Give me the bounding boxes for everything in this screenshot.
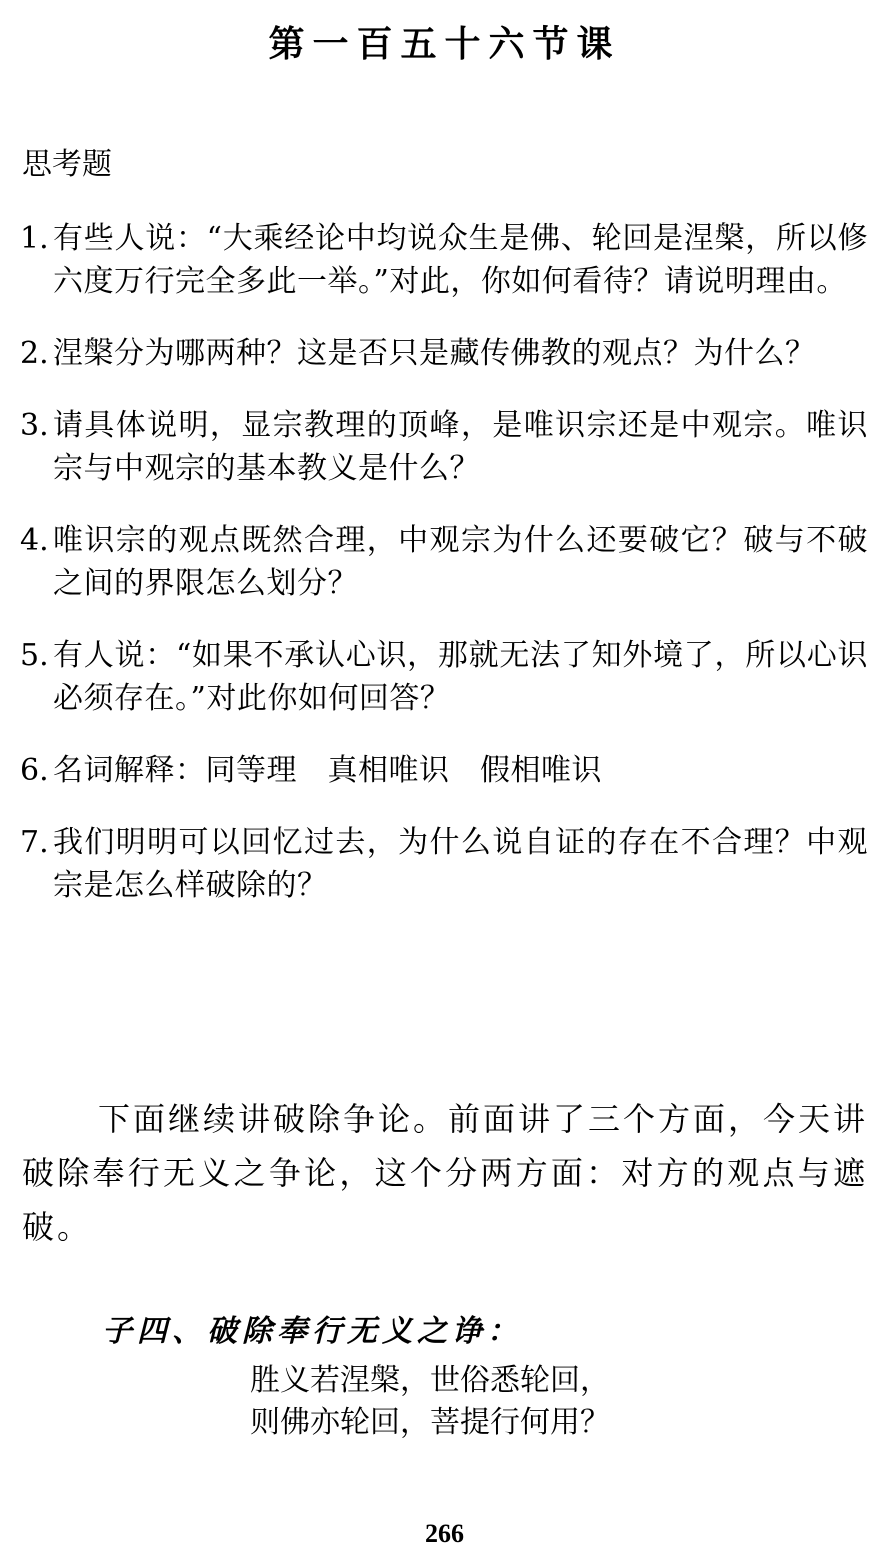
verse-line: 胜义若涅槃，世俗悉轮回，	[250, 1363, 610, 1398]
lesson-title: 第一百五十六节课	[268, 24, 621, 65]
question-text: 我们明明可以回忆过去，为什么说自证的存在不合理？中观宗是怎么样破除的？	[53, 825, 868, 903]
question-text: 唯识宗的观点既然合理，中观宗为什么还要破它？破与不破之间的界限怎么划分？	[53, 523, 868, 601]
question-list	[20, 217, 868, 936]
question-number: 1.	[20, 221, 49, 256]
question-number: 3.	[20, 408, 49, 443]
section-heading: 子四、破除奉行无义之诤：	[102, 1314, 522, 1349]
question-number: 7.	[20, 825, 49, 860]
question-item	[20, 404, 868, 490]
verse-line: 则佛亦轮回，菩提行何用？	[250, 1405, 610, 1440]
question-item	[20, 634, 868, 720]
question-item	[20, 519, 868, 605]
verse-block	[250, 1360, 610, 1444]
question-item	[20, 821, 868, 907]
lecture-paragraph: 下面继续讲破除争论。前面讲了三个方面，今天讲破除奉行无义之争论，这个分两方面：对方的观点与遮破。	[22, 1100, 869, 1246]
question-number: 4.	[20, 523, 49, 558]
questions-heading: 思考题	[22, 147, 112, 182]
question-text: 名词解释：同等理 真相唯识 假相唯识	[53, 753, 602, 788]
page-number: 266	[425, 1519, 464, 1548]
question-text: 涅槃分为哪两种？这是否只是藏传佛教的观点？为什么？	[53, 336, 816, 371]
question-number: 5.	[20, 638, 49, 673]
question-text: 有人说：“如果不承认心识，那就无法了知外境了，所以心识必须存在。”对此你如何回答？	[53, 638, 868, 716]
question-text: 有些人说：“大乘经论中均说众生是佛、轮回是涅槃，所以修六度万行完全多此一举。”对此，你如何看待？请说明理由。	[53, 221, 868, 299]
question-number: 6.	[20, 753, 49, 788]
question-number: 2.	[20, 336, 49, 371]
question-text: 请具体说明，显宗教理的顶峰，是唯识宗还是中观宗。唯识宗与中观宗的基本教义是什么？	[53, 408, 868, 486]
question-item	[20, 332, 868, 375]
question-item	[20, 749, 868, 792]
question-item	[20, 217, 868, 303]
